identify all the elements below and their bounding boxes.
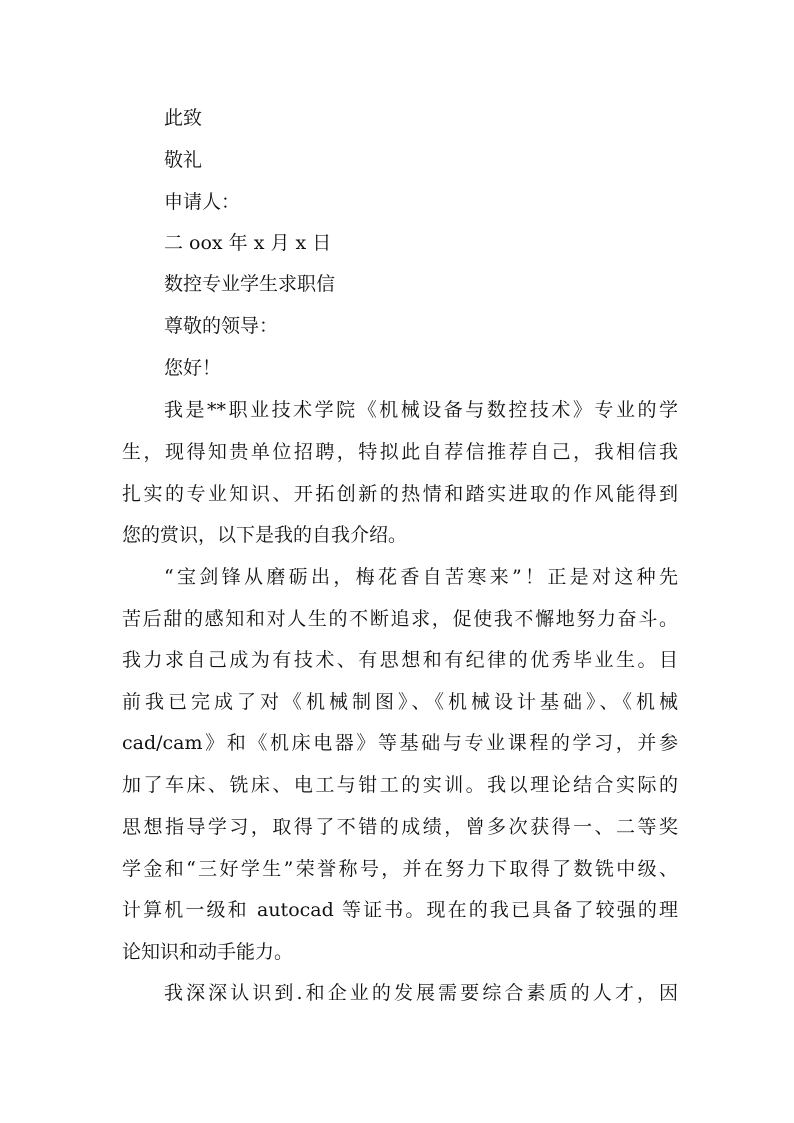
paragraph-line: 我深深认识到.和企业的发展需要综合素质的人才，因 — [164, 982, 678, 1004]
paragraph-line: 前我已完成了对《机械制图》、《机械设计基础》、《机械 — [122, 691, 678, 713]
date-line: 二 oox 年 x 月 x 日 — [164, 232, 332, 254]
greeting: 您好！ — [164, 357, 222, 379]
closing-line: 敬礼 — [164, 149, 203, 171]
letter-title: 数控专业学生求职信 — [164, 273, 336, 295]
paragraph-line: 加了车床、铣床、电工与钳工的实训。我以理论结合实际的 — [122, 774, 678, 796]
applicant-label: 申请人： — [164, 191, 241, 213]
paragraph-line: 计算机一级和 autocad 等证书。现在的我已具备了较强的理 — [122, 899, 678, 921]
paragraph-line: 我是**职业技术学院《机械设备与数控技术》专业的学 — [164, 399, 678, 421]
paragraph-line: 苦后甜的感知和对人生的不断追求，促使我不懈地努力奋斗。 — [122, 608, 678, 630]
closing-line: 此致 — [164, 107, 203, 129]
paragraph-line: 扎实的专业知识、开拓创新的热情和踏实进取的作风能得到 — [122, 483, 678, 505]
paragraph-line: 我力求自己成为有技术、有思想和有纪律的优秀毕业生。目 — [122, 649, 678, 671]
paragraph-line: cad/cam》和《机床电器》等基础与专业课程的学习，并参 — [122, 732, 678, 754]
paragraph-line: 您的赏识，以下是我的自我介绍。 — [122, 524, 408, 546]
paragraph-line: 思想指导学习，取得了不错的成绩，曾多次获得一、二等奖 — [122, 816, 678, 838]
paragraph-line: “宝剑锋从磨砺出，梅花香自苦寒来”！正是对这种先 — [164, 566, 678, 588]
paragraph-line: 学金和“三好学生”荣誉称号，并在努力下取得了数铣中级、 — [122, 858, 678, 880]
salutation: 尊敬的领导： — [164, 315, 279, 337]
paragraph-line: 论知识和动手能力。 — [122, 941, 294, 963]
paragraph-line: 生，现得知贵单位招聘，特拟此自荐信推荐自己，我相信我 — [122, 441, 678, 463]
